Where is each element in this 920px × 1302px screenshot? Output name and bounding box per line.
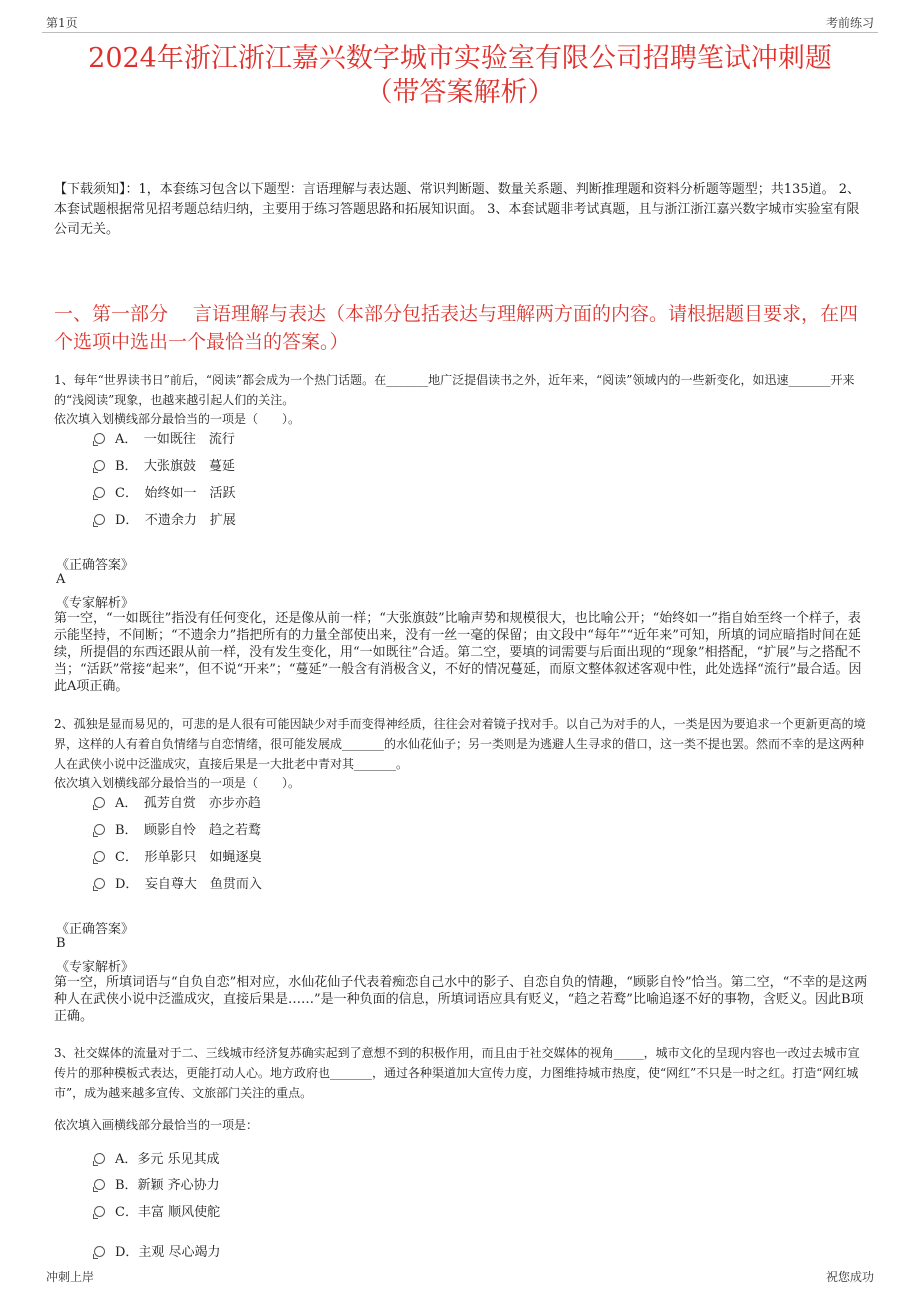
correct-answer-label: 《正确答案》 xyxy=(56,922,135,937)
question-1-option-d[interactable]: D． 不遗余力 扩展 xyxy=(94,511,236,531)
question-1-text: 1、每年“世界读书日”前后，“阅读”都会成为一个热门话题。在_______地广泛提倡读书之外，近年来，“阅读”领域内的一些新变化，如迅速_______开来的“浅阅读”现象，也越来越引起人们的关注。 xyxy=(54,373,855,407)
radio-icon[interactable] xyxy=(94,1246,105,1257)
question-2-option-d[interactable]: D． 妄自尊大 鱼贯而入 xyxy=(94,875,262,895)
question-3-option-a[interactable]: A．多元 乐见其成 xyxy=(94,1150,220,1170)
page-number: 第1页 xyxy=(46,16,78,30)
question-1-explanation: 第一空，“一如既往”指没有任何变化，还是像从前一样；“大张旗鼓”比喻声势和规模很大，也比喻公开；“始终如一”指自始至终一个样子，表示能坚持，不间断；“不遗余力”指把所有的力量全部使出来，没有一丝一毫的保留；由文段中“每年”“近年来”可知，所填的词应暗指时间在延续，所提倡的东西还跟从前一样，没有发生变化，用“一如既往”合适。第二空，要填的词需要与后面出现的“现象”相搭配，“扩展”与之搭配不当；“活跃”常接“起来”，但不说“开来”；“蔓延”一般含有消极含义，不好的情况蔓延，而原文整体叙述客观中性，此处选择“流行”最合适。因此A项正确。 xyxy=(54,611,862,694)
question-2-prompt: 依次填入划横线部分最恰当的一项是（ ）。 xyxy=(54,776,301,790)
correct-answer-label: 《正确答案》 xyxy=(56,558,135,573)
question-1-prompt: 依次填入划横线部分最恰当的一项是（ ）。 xyxy=(54,412,301,426)
document-title xyxy=(40,42,880,110)
title-line-2: （带答案解析） xyxy=(365,77,555,108)
footer-left: 冲刺上岸 xyxy=(46,1270,95,1284)
question-3-prompt: 依次填入画横线部分最恰当的一项是： xyxy=(54,1118,259,1132)
question-3-option-b[interactable]: B．新颖 齐心协力 xyxy=(94,1176,220,1196)
radio-icon[interactable] xyxy=(94,460,105,471)
radio-icon[interactable] xyxy=(94,797,105,808)
question-2-option-b[interactable]: B． 顾影自怜 趋之若鹜 xyxy=(94,821,261,841)
question-2-answer: B xyxy=(56,936,66,951)
question-2-option-c[interactable]: C． 形单影只 如蝇逐臭 xyxy=(94,848,261,868)
radio-icon[interactable] xyxy=(94,514,105,525)
question-3-text: 3、社交媒体的流量对于二、三线城市经济复苏确实起到了意想不到的积极作用，而且由于社交媒体的视角_____，城市文化的呈现内容也一改过去城市宣传片的那种模板式表达，更能打动人心。地方政府也_______，通过各种渠道加大宣传力度，力图维持城市热度，使“网红”不只是一时之红。打造“网红城市”，成为越来越多宣传、文旅部门关注的重点。 xyxy=(54,1046,860,1100)
title-line-1: 2024年浙江浙江嘉兴数字城市实验室有限公司招聘笔试冲刺题 xyxy=(88,43,832,74)
footer-right: 祝您成功 xyxy=(825,1270,874,1284)
question-1-option-c[interactable]: C． 始终如一 活跃 xyxy=(94,484,235,504)
radio-icon[interactable] xyxy=(94,1206,105,1217)
radio-icon[interactable] xyxy=(94,487,105,498)
page-header xyxy=(42,10,878,33)
question-2-explanation: 第一空，所填词语与“自负自恋”相对应，水仙花仙子代表着痴恋自己水中的影子、自恋自负的情趣，“顾影自怜”恰当。第二空，“不幸的是这两种人在武侠小说中泛滥成灾，直接后果是……”是一种负面的信息，所填词语应具有贬义，“趋之若鹜”比喻追逐不好的事物，含贬义。因此B项正确。 xyxy=(54,975,868,1024)
expert-analysis-label: 《专家解析》 xyxy=(56,960,135,975)
question-1-option-a[interactable]: A． 一如既往 流行 xyxy=(94,430,235,450)
question-1-answer: A xyxy=(56,572,66,587)
radio-icon[interactable] xyxy=(94,1153,105,1164)
radio-icon[interactable] xyxy=(94,1179,105,1190)
question-2-text: 2、孤独是显而易见的，可悲的是人很有可能因缺少对手而变得神经质，往往会对着镜子找对手。以自己为对手的人，一类是因为要追求一个更新更高的境界，这样的人有着自负情绪与自恋情绪，很可能发展成_______的水仙花仙子；另一类则是为逃避人生寻求的借口，这一类不提也罢。然而不幸的是这两种人在武侠小说中泛滥成灾，直接后果是一大批老中青对其_______。 xyxy=(54,717,866,771)
radio-icon[interactable] xyxy=(94,433,105,444)
question-3-option-d[interactable]: D．主观 尽心竭力 xyxy=(94,1243,221,1263)
question-2-option-a[interactable]: A． 孤芳自赏 亦步亦趋 xyxy=(94,794,261,814)
section-heading: 一、第一部分 言语理解与表达（本部分包括表达与理解两方面的内容。请根据题目要求，在四个选项中选出一个最恰当的答案。） xyxy=(54,303,859,353)
radio-icon[interactable] xyxy=(94,824,105,835)
download-notice: 【下载须知】：1，本套练习包含以下题型：言语理解与表达题、常识判断题、数量关系题、判断推理题和资料分析题等题型；共135道。 2、本套试题根据常见招考题总结归纳，主要用于练习答题思路和拓展知识面。 3、本套试题非考试真题，且与浙江浙江嘉兴数字城市实验室有限公司无关。 xyxy=(54,182,860,237)
question-3-option-c[interactable]: C．丰富 顺风使舵 xyxy=(94,1203,220,1223)
expert-analysis-label: 《专家解析》 xyxy=(56,596,135,611)
radio-icon[interactable] xyxy=(94,851,105,862)
radio-icon[interactable] xyxy=(94,878,105,889)
header-label: 考前练习 xyxy=(825,16,874,30)
question-1-option-b[interactable]: B． 大张旗鼓 蔓延 xyxy=(94,457,235,477)
